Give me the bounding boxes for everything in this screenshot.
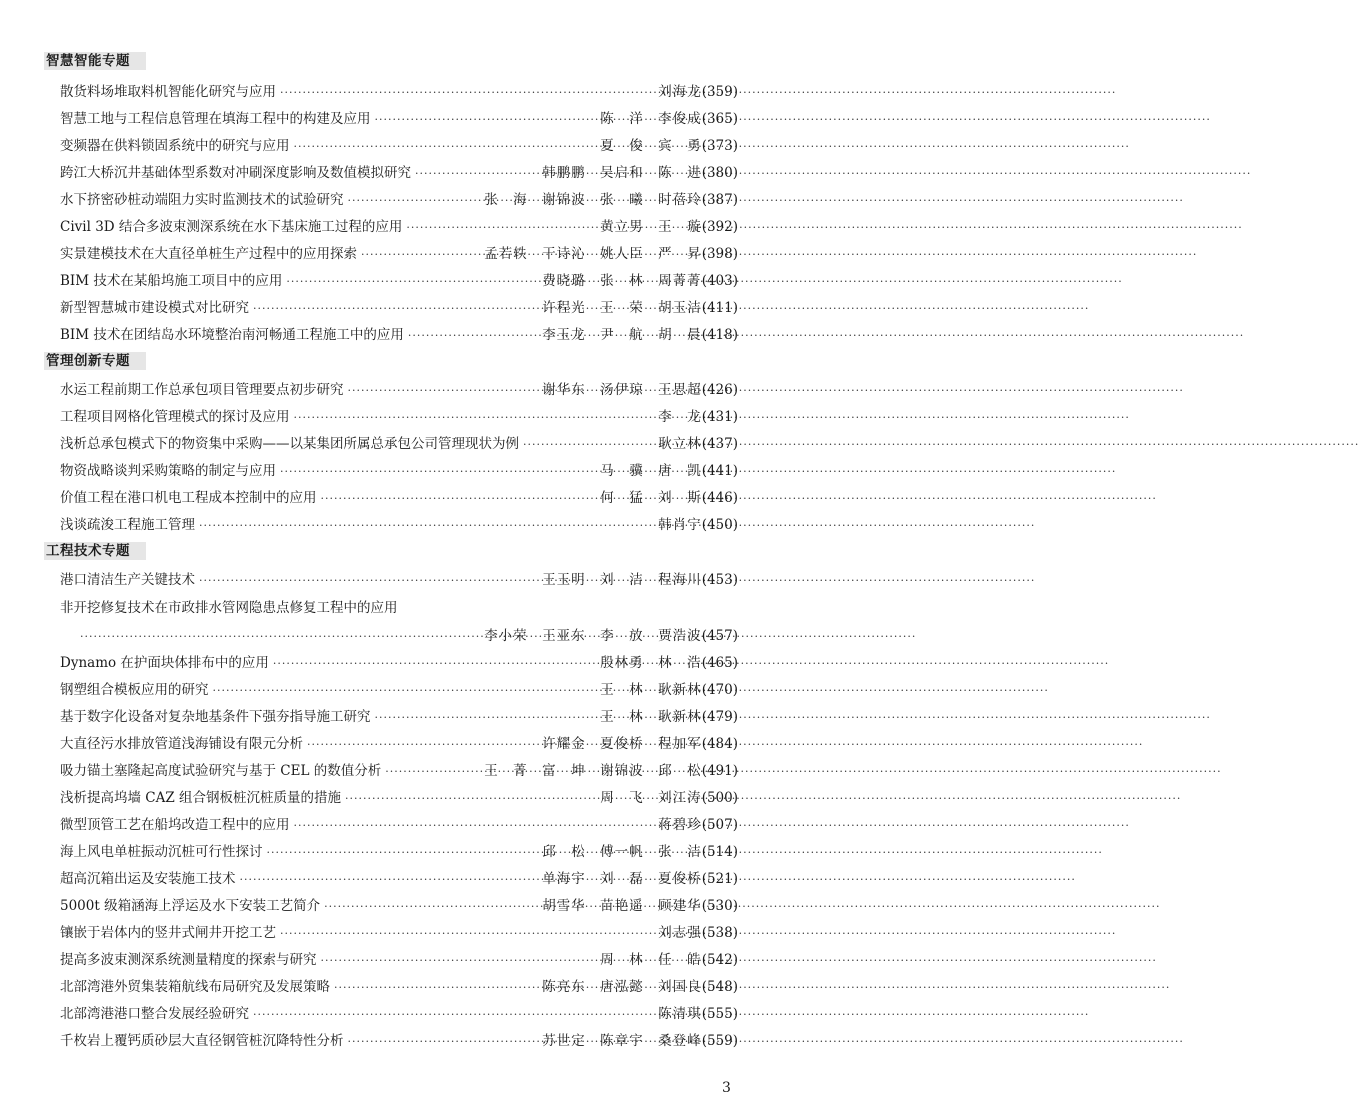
- entry-authors: 王玉明 刘 洁 程海川: [542, 572, 702, 588]
- entry-page: (398): [701, 246, 738, 262]
- toc-entry[interactable]: [60, 786, 738, 810]
- leader-dots: [307, 738, 538, 751]
- entry-title: 价值工程在港口机电工程成本控制中的应用: [60, 490, 317, 506]
- entry-title: 变频器在供料锁固系统中的研究与应用: [60, 138, 290, 154]
- entry-title: 水下挤密砂桩动端阻力实时监测技术的试验研究: [60, 192, 344, 208]
- leader-dots: [348, 194, 481, 207]
- entry-title: 提高多波束测深系统测量精度的探索与研究: [60, 952, 317, 968]
- entry-title: 微型顶管工艺在船坞改造工程中的应用: [60, 817, 290, 833]
- entry-page: (530): [701, 898, 738, 914]
- entry-authors: 王 林 耿新林: [600, 682, 702, 698]
- entry-page: (465): [701, 655, 738, 671]
- entry-authors: 周 林 任 皓: [600, 952, 702, 968]
- entry-title: 海上风电单桩振动沉桩可行性探讨: [60, 844, 263, 860]
- leader-dots: [345, 792, 596, 805]
- toc-entry[interactable]: [60, 1002, 738, 1026]
- toc-entry[interactable]: [60, 269, 738, 293]
- entry-authors: 李 龙: [658, 409, 702, 425]
- entry-title: 浅谈疏浚工程施工管理: [60, 517, 195, 533]
- section-title-management: 管理创新专题: [44, 352, 146, 370]
- toc-entry[interactable]: [60, 432, 738, 456]
- section-title-engineering: 工程技术专题: [44, 542, 146, 560]
- entry-authors: 何 猛 刘 斯: [600, 490, 702, 506]
- toc-entry[interactable]: [60, 921, 738, 945]
- entry-title: 大直径污水排放管道浅海铺设有限元分析: [60, 736, 303, 752]
- entry-authors: 单海宇 刘 磊 夏俊桥: [542, 871, 702, 887]
- entry-title: 超高沉箱出运及安装施工技术: [60, 871, 236, 887]
- entry-page: (470): [701, 682, 738, 698]
- leader-dots: [280, 465, 596, 478]
- entry-authors: 胡雪华 苗艳遥 顾建华: [542, 898, 702, 914]
- leader-dots: [199, 519, 654, 532]
- entry-title: 水运工程前期工作总承包项目管理要点初步研究: [60, 382, 344, 398]
- entry-title: 浅析提高坞墙 CAZ 组合钢板桩沉桩质量的措施: [60, 790, 342, 806]
- leader-dots: [375, 711, 597, 724]
- toc-entry[interactable]: [60, 323, 738, 347]
- entry-authors: 李小荣 王亚东 李 放 贾浩波: [484, 628, 702, 644]
- leader-dots: [348, 1035, 539, 1048]
- entry-page: (446): [701, 490, 738, 506]
- entry-page: (559): [701, 1033, 738, 1049]
- entry-authors: 孟若轶 干诗沁 姚人臣 严 昇: [484, 246, 702, 262]
- toc-entry[interactable]: [60, 732, 738, 756]
- entry-authors: 陈清琪: [658, 1006, 702, 1022]
- entry-title: 港口清洁生产关键技术: [60, 572, 195, 588]
- leader-dots: [240, 873, 539, 886]
- toc-entry[interactable]: [60, 705, 738, 729]
- entry-page: (491): [701, 763, 738, 779]
- entry-authors: 刘志强: [658, 925, 702, 941]
- entry-title: 北部湾港外贸集装箱航线布局研究及发展策略: [60, 979, 330, 995]
- entry-authors: 苏世定 陈章宇 桑登峰: [542, 1033, 702, 1049]
- entry-title: 基于数字化设备对复杂地基条件下强夯指导施工研究: [60, 709, 371, 725]
- entry-title: 智慧工地与工程信息管理在填海工程中的构建及应用: [60, 111, 371, 127]
- entry-authors: 殷林勇 林 浩: [600, 655, 702, 671]
- toc-entry[interactable]: [60, 134, 738, 158]
- entry-authors: 耿立林: [658, 436, 702, 452]
- leader-dots: [280, 927, 654, 940]
- entry-page: (507): [701, 817, 738, 833]
- entry-authors: 费晓璐 张 林 周菁菁: [542, 273, 702, 289]
- entry-authors: 夏 俊 宾 勇: [600, 138, 702, 154]
- toc-entry[interactable]: [60, 405, 738, 429]
- entry-page: (380): [701, 165, 738, 181]
- toc-entry[interactable]: [60, 215, 738, 239]
- leader-dots: [213, 684, 597, 697]
- toc-entry[interactable]: [60, 107, 738, 131]
- toc-entry[interactable]: [60, 975, 738, 999]
- leader-dots: [294, 140, 597, 153]
- entry-page: (500): [701, 790, 738, 806]
- toc-entry[interactable]: [60, 759, 738, 783]
- entry-title: Dynamo 在护面块体排布中的应用: [60, 655, 269, 671]
- entry-title: Civil 3D 结合多波束测深系统在水下基床施工过程的应用: [60, 219, 403, 235]
- entry-page: (392): [701, 219, 738, 235]
- entry-authors: 张 海 谢锦波 张 曦 时蓓玲: [484, 192, 702, 208]
- leader-dots: [280, 86, 654, 99]
- leader-dots: [253, 1008, 654, 1021]
- leader-dots: [361, 248, 480, 261]
- toc-entry[interactable]: [60, 840, 738, 864]
- toc-entry[interactable]: [80, 624, 738, 648]
- leader-dots: [406, 221, 596, 234]
- entry-title: 镶嵌于岩体内的竖井式闸井开挖工艺: [60, 925, 276, 941]
- toc-entry[interactable]: [60, 486, 738, 510]
- toc-entry[interactable]: [60, 948, 738, 972]
- leader-dots: [375, 113, 597, 126]
- entry-title: 散货料场堆取料机智能化研究与应用: [60, 84, 276, 100]
- leader-dots: [273, 657, 596, 670]
- entry-authors: 韩肖宁: [658, 517, 702, 533]
- entry-authors: 许耀金 夏俊桥 程加军: [542, 736, 702, 752]
- entry-page: (387): [701, 192, 738, 208]
- entry-page: (411): [701, 300, 738, 316]
- entry-title: 跨江大桥沉井基础体型系数对冲刷深度影响及数值模拟研究: [60, 165, 411, 181]
- toc-entry[interactable]: [60, 161, 738, 185]
- leader-dots: [286, 275, 538, 288]
- entry-page: (521): [701, 871, 738, 887]
- leader-dots: [321, 954, 597, 967]
- leader-dots: [294, 411, 655, 424]
- entry-page: (437): [701, 436, 738, 452]
- entry-page: (418): [701, 327, 738, 343]
- entry-authors: 李玉龙 尹 航 胡 晨: [542, 327, 702, 343]
- entry-authors: 周 飞 刘江涛: [600, 790, 702, 806]
- entry-title: 吸力锚土塞隆起高度试验研究与基于 CEL 的数值分析: [60, 763, 382, 779]
- entry-authors: 王 林 耿新林: [600, 709, 702, 725]
- toc-entry[interactable]: [60, 867, 738, 891]
- leader-dots: [324, 900, 538, 913]
- toc-entry[interactable]: [60, 459, 738, 483]
- entry-page: (403): [701, 273, 738, 289]
- toc-entry[interactable]: [60, 651, 738, 675]
- entry-page: (431): [701, 409, 738, 425]
- leader-dots: [408, 329, 538, 342]
- entry-authors: 马 骥 唐 凯: [600, 463, 702, 479]
- leader-dots: [80, 630, 480, 643]
- toc-entry[interactable]: [60, 678, 738, 702]
- entry-page: (479): [701, 709, 738, 725]
- entry-title: 浅析总承包模式下的物资集中采购——以某集团所属总承包公司管理现状为例: [60, 436, 519, 452]
- entry-page: (548): [701, 979, 738, 995]
- entry-title: BIM 技术在某船坞施工项目中的应用: [60, 273, 283, 289]
- entry-page: (457): [701, 628, 738, 644]
- entry-page: (453): [701, 572, 738, 588]
- entry-page: (538): [701, 925, 738, 941]
- section-title-smart: 智慧智能专题: [44, 52, 146, 70]
- entry-authors: 陈亮东 唐泓懿 刘国良: [542, 979, 702, 995]
- page-number: 3: [722, 1080, 731, 1096]
- entry-page: (484): [701, 736, 738, 752]
- toc-entry[interactable]: [60, 568, 738, 592]
- entry-title: 5000t 级箱涵海上浮运及水下安装工艺简介: [60, 898, 321, 914]
- entry-title: 北部湾港港口整合发展经验研究: [60, 1006, 249, 1022]
- leader-dots: [385, 765, 480, 778]
- toc-entry[interactable]: [60, 242, 738, 266]
- toc-entry[interactable]: [60, 1029, 738, 1053]
- leader-dots: [321, 492, 597, 505]
- leader-dots: [253, 302, 538, 315]
- toc-entry[interactable]: [60, 378, 738, 402]
- entry-authors: 许程光 王 荣 胡玉洁: [542, 300, 702, 316]
- leader-dots: [348, 384, 539, 397]
- toc-entry[interactable]: [60, 80, 738, 104]
- entry-page: (542): [701, 952, 738, 968]
- toc-entry[interactable]: [60, 813, 738, 837]
- entry-title: 新型智慧城市建设模式对比研究: [60, 300, 249, 316]
- leader-dots: [199, 574, 538, 587]
- toc-entry[interactable]: [60, 894, 738, 918]
- leader-dots: [415, 167, 538, 180]
- entry-title: 千枚岩上覆钙质砂层大直径钢管桩沉降特性分析: [60, 1033, 344, 1049]
- entry-title: 实景建模技术在大直径单桩生产过程中的应用探索: [60, 246, 357, 262]
- entry-page: (426): [701, 382, 738, 398]
- entry-authors: 邱 松 傅一帆 张 洁: [542, 844, 702, 860]
- entry-page: (514): [701, 844, 738, 860]
- entry-authors: 韩鹏鹏 吴启和 陈 进: [542, 165, 702, 181]
- entry-title: 钢塑组合模板应用的研究: [60, 682, 209, 698]
- leader-dots: [294, 819, 655, 832]
- entry-authors: 黄立男 王 璇: [600, 219, 702, 235]
- entry-title: 物资战略谈判采购策略的制定与应用: [60, 463, 276, 479]
- entry-page: (450): [701, 517, 738, 533]
- entry-title: BIM 技术在团结岛水环境整治南河畅通工程施工中的应用: [60, 327, 404, 343]
- entry-title: 工程项目网格化管理模式的探讨及应用: [60, 409, 290, 425]
- entry-authors: 陈 洋 李俊成: [600, 111, 702, 127]
- entry-authors: 谢华东 汤伊琼 王思超: [542, 382, 702, 398]
- entry-title[interactable]: 非开挖修复技术在市政排水管网隐患点修复工程中的应用: [60, 600, 398, 616]
- entry-authors: 王 菁 富 坤 谢锦波 邱 松: [484, 763, 702, 779]
- leader-dots: [334, 981, 538, 994]
- entry-page: (373): [701, 138, 738, 154]
- entry-page: (441): [701, 463, 738, 479]
- entry-page: (359): [701, 84, 738, 100]
- entry-page: (555): [701, 1006, 738, 1022]
- entry-page: (365): [701, 111, 738, 127]
- toc-entry[interactable]: [60, 296, 738, 320]
- leader-dots: [523, 438, 654, 451]
- toc-entry[interactable]: [60, 188, 738, 212]
- toc-entry[interactable]: [60, 513, 738, 537]
- entry-authors: 蒋碧珍: [658, 817, 702, 833]
- leader-dots: [267, 846, 539, 859]
- entry-authors: 刘海龙: [658, 84, 702, 100]
